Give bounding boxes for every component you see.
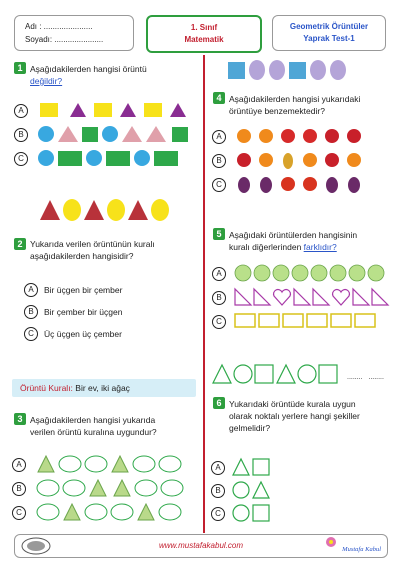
question-4-text xyxy=(229,93,360,117)
outline-triangle xyxy=(213,365,231,383)
question-2-line-2: aşağıdakilerden hangisidir? xyxy=(30,251,134,261)
question-number-6: 6 xyxy=(213,397,225,409)
q2-option-c[interactable]: C xyxy=(24,327,38,341)
name-field[interactable]: Adı : ...................... xyxy=(25,22,93,31)
q6-option-b[interactable]: B xyxy=(211,484,225,498)
yellow-oval xyxy=(151,199,169,221)
question-3-text xyxy=(30,414,157,438)
red-triangle xyxy=(84,200,104,220)
outline-circle xyxy=(298,365,316,383)
question-number-2: 2 xyxy=(14,238,26,250)
tree-oval xyxy=(37,504,59,520)
flower-logo-icon xyxy=(325,536,337,548)
question-5-text xyxy=(229,229,357,253)
smiley-face-icon xyxy=(349,265,365,281)
question-3-line-2: verilen örüntü kuralına uygundur? xyxy=(30,427,157,437)
tree-oval xyxy=(85,504,107,520)
strawberry-icon xyxy=(325,153,339,167)
class-info-box xyxy=(146,15,262,53)
question-6-text xyxy=(229,398,360,434)
orange-fruit-icon xyxy=(259,129,273,143)
tree-oval xyxy=(37,480,59,496)
orange-fruit-icon xyxy=(347,153,361,167)
q1-option-c[interactable]: C xyxy=(14,152,28,166)
right-triangle xyxy=(353,289,369,305)
apple-icon xyxy=(281,129,295,143)
pink-triangle xyxy=(146,126,166,142)
q5-option-a-faces xyxy=(234,263,394,283)
topic-box xyxy=(272,15,386,51)
question-number-1: 1 xyxy=(14,62,26,74)
pink-triangle xyxy=(122,126,142,142)
yellow-rectangle xyxy=(94,103,112,117)
q2-option-a-text: Bir üçgen bir çember xyxy=(44,285,123,295)
house-triangle xyxy=(38,456,54,472)
tree-oval xyxy=(135,480,157,496)
outline-square xyxy=(319,365,337,383)
blue-circle xyxy=(102,126,118,142)
yellow-rectangle xyxy=(40,103,58,117)
yellow-rectangle xyxy=(307,314,327,327)
blue-square xyxy=(228,62,245,79)
tree-oval xyxy=(161,480,183,496)
smiley-face-icon xyxy=(254,265,270,281)
fig-icon xyxy=(260,177,272,193)
q6-option-a[interactable]: A xyxy=(211,461,225,475)
signature: Mustafa Kabul xyxy=(342,546,381,553)
question-1-text xyxy=(30,63,147,87)
outline-circle xyxy=(233,482,249,498)
tree-oval xyxy=(59,456,81,472)
right-triangle xyxy=(235,289,251,305)
question-4-line-1: Aşağıdakilerden hangisi yukarıdaki xyxy=(229,94,361,104)
q6-option-c[interactable]: C xyxy=(211,507,225,521)
smiley-face-icon xyxy=(311,265,327,281)
question-4-line-2: örüntüye benzemektedir? xyxy=(229,106,325,116)
yellow-rectangle xyxy=(283,314,303,327)
tomato-icon xyxy=(303,177,317,191)
q3-option-b[interactable]: B xyxy=(12,482,26,496)
tree-oval xyxy=(111,504,133,520)
yellow-oval xyxy=(107,199,125,221)
question-5-line-2: kuralı diğerlerinden xyxy=(229,242,304,252)
fig-icon xyxy=(238,177,250,193)
q4-pattern xyxy=(228,60,388,82)
smiley-face-icon xyxy=(235,265,251,281)
q4-option-a-fruits xyxy=(236,126,386,146)
lavender-oval xyxy=(310,60,326,80)
strawberry-icon xyxy=(347,129,361,143)
blue-circle xyxy=(86,150,102,166)
lavender-oval xyxy=(330,60,346,80)
q2-option-c-text: Üç üçgen üç çember xyxy=(44,329,122,339)
q1-option-a[interactable]: A xyxy=(14,104,28,118)
sad-face-icon xyxy=(273,265,289,281)
purple-triangle xyxy=(120,103,136,117)
q1-option-b[interactable]: B xyxy=(14,128,28,142)
strawberry-icon xyxy=(237,153,251,167)
outline-triangle xyxy=(277,365,295,383)
apple-icon xyxy=(303,129,317,143)
q5-option-c[interactable]: C xyxy=(212,315,226,329)
yellow-rectangle xyxy=(331,314,351,327)
smiley-face-icon xyxy=(292,265,308,281)
q1-option-a-shapes xyxy=(40,100,200,122)
house-triangle xyxy=(138,504,154,520)
q2-option-b[interactable]: B xyxy=(24,305,38,319)
yellow-rectangle xyxy=(144,103,162,117)
tree-oval xyxy=(63,480,85,496)
student-info-box xyxy=(14,15,134,51)
right-triangle xyxy=(254,289,270,305)
q1-option-c-shapes xyxy=(38,148,203,170)
strawberry-icon xyxy=(325,129,339,143)
question-5-line-1: Aşağıdaki örüntülerden hangisinin xyxy=(229,230,358,240)
orange-fruit-icon xyxy=(259,153,273,167)
outline-circle xyxy=(234,365,252,383)
tomato-icon xyxy=(281,177,295,191)
outline-square xyxy=(253,459,269,475)
q3-option-c[interactable]: C xyxy=(12,506,26,520)
rule-value: Bir ev, iki ağaç xyxy=(72,383,130,393)
yellow-rectangle xyxy=(355,314,375,327)
q4-option-a[interactable]: A xyxy=(212,130,226,144)
house-triangle xyxy=(64,504,80,520)
q3-option-b-shapes xyxy=(36,477,196,499)
question-1-line-1: Aşağıdakilerden hangisi örüntü xyxy=(30,64,147,74)
q2-pattern xyxy=(40,198,180,222)
green-rectangle xyxy=(106,151,130,166)
q4-option-c-fruits xyxy=(236,174,386,194)
q5-option-c-shapes xyxy=(234,311,394,331)
q6-blanks: ........ ........ xyxy=(347,374,384,381)
question-6-line-3: gelmelidir? xyxy=(229,423,271,433)
q1-option-b-shapes xyxy=(38,124,203,146)
right-triangle xyxy=(294,289,310,305)
grade-label: 1. Sınıf xyxy=(190,23,218,32)
q4-option-c[interactable]: C xyxy=(212,178,226,192)
q5-option-b-shapes xyxy=(234,287,394,307)
outline-square xyxy=(255,365,273,383)
blue-square xyxy=(289,62,306,79)
purple-triangle xyxy=(170,103,186,117)
q6-option-c-shapes xyxy=(232,503,282,523)
orange-fruit-icon xyxy=(303,153,317,167)
question-5-keyword: farklıdır? xyxy=(303,242,337,252)
blue-circle xyxy=(38,150,54,166)
question-number-4: 4 xyxy=(213,92,225,104)
question-2-line-1: Yukarıda verilen örüntünün kuralı xyxy=(30,239,155,249)
outline-triangle xyxy=(253,482,269,498)
q5-option-b[interactable]: B xyxy=(212,291,226,305)
question-number-5: 5 xyxy=(213,228,225,240)
heart-shape xyxy=(333,290,350,305)
lavender-oval xyxy=(249,60,265,80)
tree-oval xyxy=(159,504,181,520)
pineapple-icon xyxy=(283,153,293,169)
question-number-3: 3 xyxy=(14,413,26,425)
smiley-face-icon xyxy=(368,265,384,281)
q6-option-a-shapes xyxy=(232,457,282,477)
fig-icon xyxy=(326,177,338,193)
q3-option-a-shapes xyxy=(36,453,196,475)
blue-circle xyxy=(38,126,54,142)
question-6-line-1: Yukarıdaki örüntüde kurala uygun xyxy=(229,399,356,409)
red-triangle xyxy=(128,200,148,220)
tree-oval xyxy=(133,456,155,472)
tree-oval xyxy=(159,456,181,472)
orange-fruit-icon xyxy=(237,129,251,143)
house-triangle xyxy=(114,480,130,496)
green-rectangle xyxy=(154,151,178,166)
subject-label: Matematik xyxy=(184,35,224,44)
q3-option-a[interactable]: A xyxy=(12,458,26,472)
question-1-keyword: değildir? xyxy=(30,76,63,86)
outline-square xyxy=(253,505,269,521)
q4-option-b[interactable]: B xyxy=(212,154,226,168)
question-2-text xyxy=(30,238,155,262)
house-triangle xyxy=(90,480,106,496)
green-rectangle xyxy=(58,151,82,166)
q5-option-a[interactable]: A xyxy=(212,267,226,281)
rule-label: Örüntü Kuralı: xyxy=(20,383,73,393)
question-3-line-1: Aşağıdakilerden hangisi yukarıda xyxy=(30,415,156,425)
heart-shape xyxy=(274,290,291,305)
red-triangle xyxy=(40,200,60,220)
q4-option-b-fruits xyxy=(236,150,386,170)
green-square xyxy=(172,127,188,142)
right-triangle xyxy=(372,289,388,305)
footer-bar xyxy=(14,534,388,558)
outline-triangle xyxy=(233,459,249,475)
pink-triangle xyxy=(58,126,78,142)
yellow-oval xyxy=(63,199,81,221)
surname-field[interactable]: Soyadı: ...................... xyxy=(25,35,104,44)
lavender-oval xyxy=(269,60,285,80)
q3-option-c-shapes xyxy=(36,501,196,523)
test-label: Yaprak Test-1 xyxy=(303,34,355,43)
yellow-rectangle xyxy=(259,314,279,327)
yellow-rectangle xyxy=(235,314,255,327)
topic-label: Geometrik Örüntüler xyxy=(289,22,369,31)
purple-triangle xyxy=(70,103,86,117)
footer-url[interactable]: www.mustafakabul.com xyxy=(158,541,244,550)
pattern-rule-box xyxy=(12,379,196,397)
q2-option-b-text: Bir çember bir üçgen xyxy=(44,307,123,317)
question-6-line-2: olarak noktalı yerlere hangi şekiller xyxy=(229,411,360,421)
right-triangle xyxy=(313,289,329,305)
column-divider xyxy=(203,55,205,533)
outline-circle xyxy=(233,505,249,521)
tree-oval xyxy=(85,456,107,472)
fig-icon xyxy=(348,177,360,193)
q6-option-b-shapes xyxy=(232,480,282,500)
q2-option-a[interactable]: A xyxy=(24,283,38,297)
q6-pattern xyxy=(212,362,342,386)
green-square xyxy=(82,127,98,142)
sad-face-icon xyxy=(330,265,346,281)
blue-circle xyxy=(134,150,150,166)
house-triangle xyxy=(112,456,128,472)
